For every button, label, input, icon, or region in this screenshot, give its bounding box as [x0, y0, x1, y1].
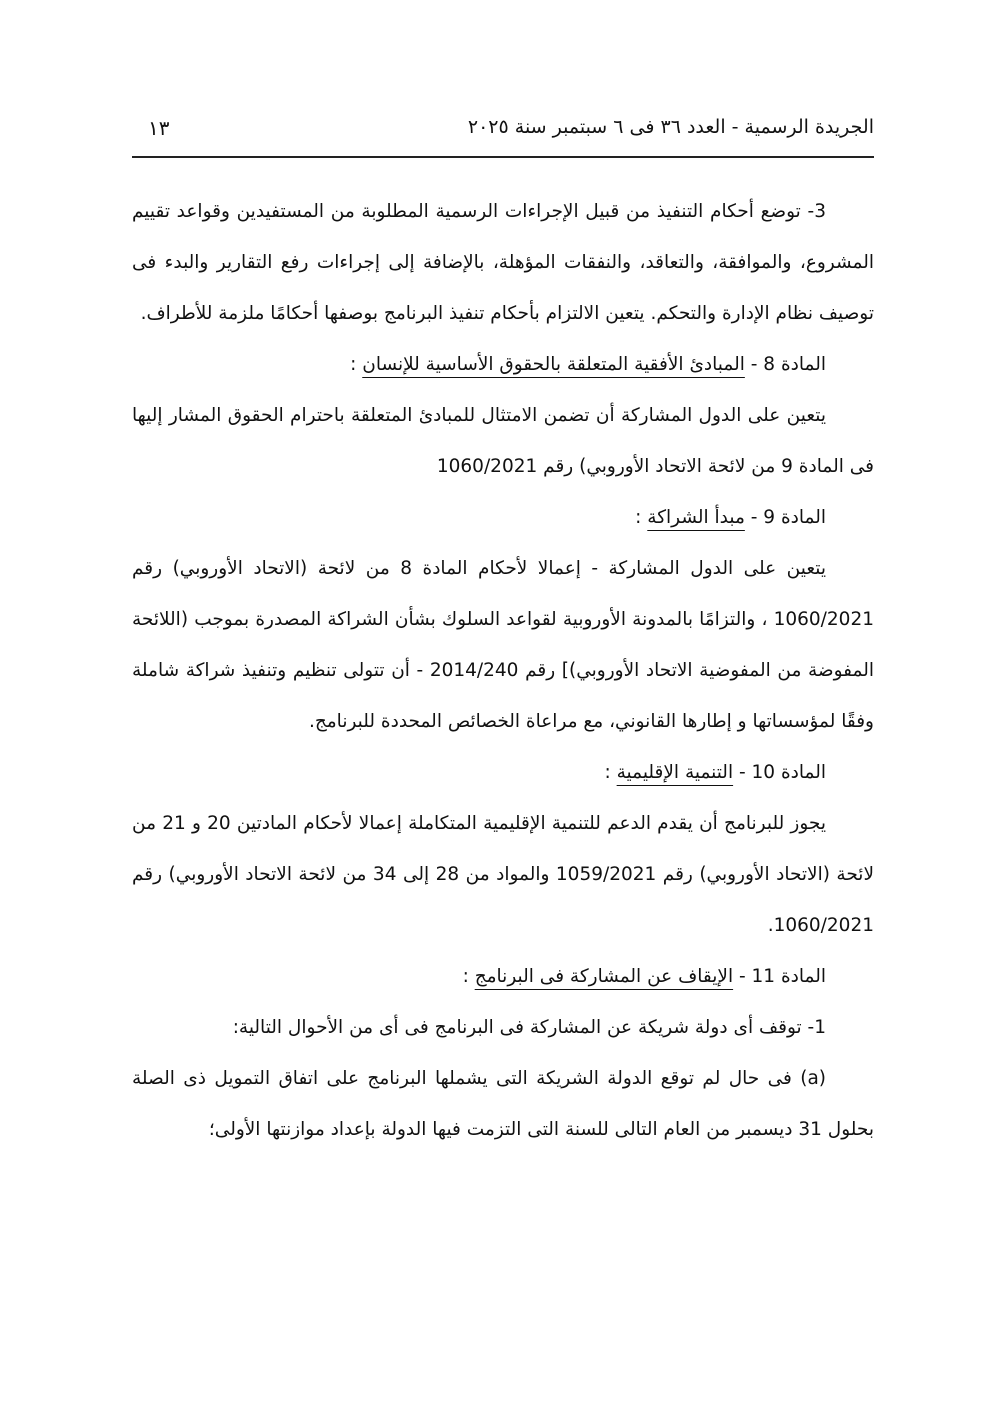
article-9-title: مبدأ الشراكة: [647, 507, 745, 528]
article-8-number: المادة 8 -: [744, 354, 826, 375]
article-8-heading: [132, 339, 874, 390]
page-header: [132, 108, 874, 158]
document-body: [132, 186, 874, 1155]
article-11-title: الإيقاف عن المشاركة فى البرنامج: [474, 966, 734, 987]
article-9-number: المادة 9 -: [744, 507, 826, 528]
article-11-heading: [132, 951, 874, 1002]
article-10-text: يجوز للبرنامج أن يقدم الدعم للتنمية الإقليمية المتكاملة إعمالا لأحكام المادتين 20 و 21 من لائحة (الاتحاد الأوروبي) رقم 1059/2021 والمواد من 28 إلى 34 من لائحة الاتحاد الأوروبي) رقم 1060/2021.: [132, 813, 874, 936]
article-11-clause-1a: (a) فى حال لم توقع الدولة الشريكة التى يشملها البرنامج على اتفاق التمويل ذى الصلة بحلول 31 ديسمبر من العام التالى للسنة التى التزمت فيها الدولة بإعداد موازنتها الأولى؛: [132, 1068, 874, 1140]
article-8-text: يتعين على الدول المشاركة أن تضمن الامتثال للمبادئ المتعلقة باحترام الحقوق المشار إليها فى المادة 9 من لائحة الاتحاد الأوروبي) رقم 1060/2021: [132, 405, 874, 477]
article-10-title: التنمية الإقليمية: [616, 762, 734, 783]
article-11-number: المادة 11 -: [733, 966, 826, 987]
gazette-header-title: الجريدة الرسمية - العدد ٣٦ فى ٦ سبتمبر سنة ٢٠٢٥: [467, 116, 874, 138]
paragraph-3: 3- توضع أحكام التنفيذ من قبيل الإجراءات الرسمية المطلوبة من المستفيدين وقواعد تقييم المشروع، والموافقة، والتعاقد، والنفقات المؤهلة، بالإضافة إلى إجراءات رفع التقارير والبدء فى توصيف نظام الإدارة والتحكم. يتعين الالتزام بأحكام تنفيذ البرنامج بوصفها أحكامًا ملزمة للأطراف.: [132, 201, 874, 324]
article-10-heading: [132, 747, 874, 798]
article-9-colon: :: [635, 507, 648, 528]
article-10-number: المادة 10 -: [733, 762, 826, 783]
article-10-colon: :: [604, 762, 617, 783]
article-9-heading: [132, 492, 874, 543]
article-11-clause-1: 1- توقف أى دولة شريكة عن المشاركة فى البرنامج فى أى من الأحوال التالية:: [232, 1017, 826, 1038]
article-9-text: يتعين على الدول المشاركة - إعمالا لأحكام المادة 8 من لائحة (الاتحاد الأوروبي) رقم 1060/2021 ، والتزامًا بالمدونة الأوروبية لقواعد السلوك بشأن الشراكة المصدرة بموجب (اللائحة المفوضة من المفوضية الاتحاد الأوروبي)] رقم 2014/240 - أن تتولى تنظيم وتنفيذ شراكة شاملة وفقًا لمؤسساتها و إطارها القانوني، مع مراعاة الخصائص المحددة للبرنامج.: [132, 558, 874, 732]
article-8-colon: :: [350, 354, 363, 375]
article-8-title: المبادئ الأفقية المتعلقة بالحقوق الأساسية للإنسان: [362, 354, 745, 375]
article-11-colon: :: [462, 966, 475, 987]
page-number: ١٣: [148, 116, 170, 140]
